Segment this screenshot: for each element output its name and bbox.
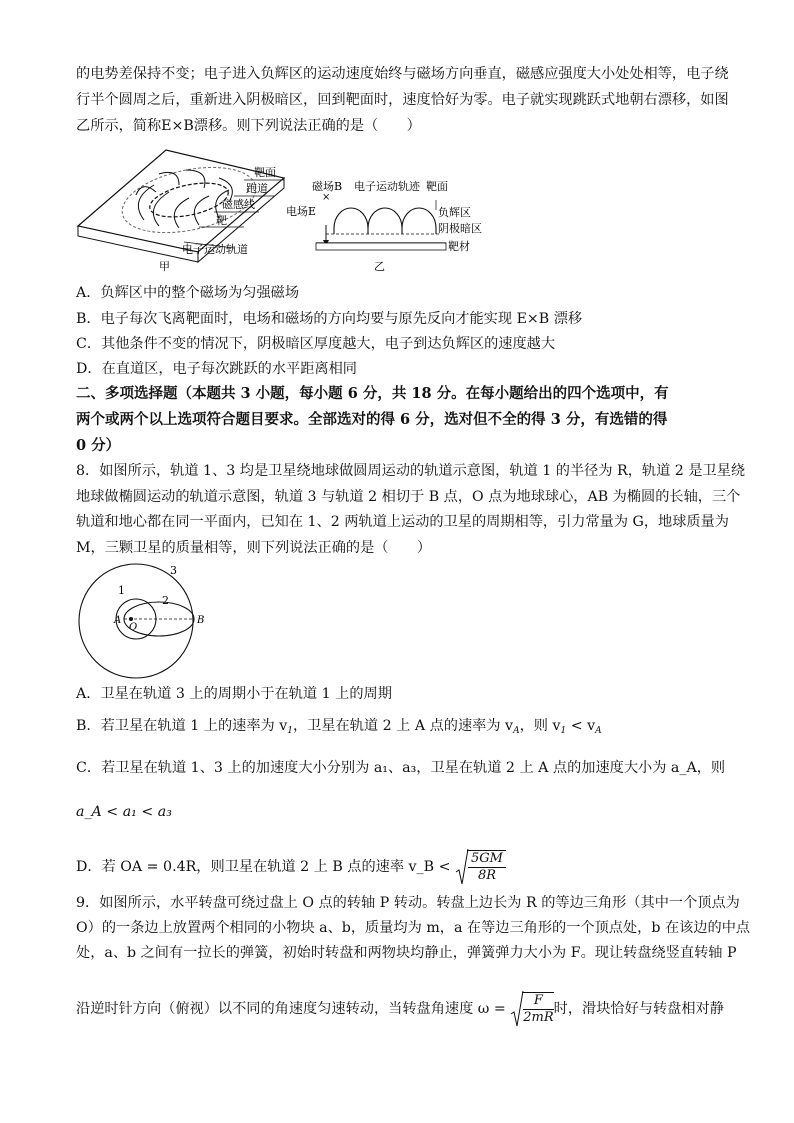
figure-orbits: [74, 562, 214, 680]
section2-heading-1: 二、多项选择题（本题共 3 小题，每小题 6 分，共 18 分。在每小题给出的四个选项中，有: [76, 385, 669, 402]
q7-option-b: B．电子每次飞离靶面时，电场和磁场的方向均要与原先反向才能实现 E×B 漂移: [76, 311, 583, 327]
yi-caption: 乙: [374, 260, 385, 273]
jia-caption: 甲: [159, 260, 170, 273]
intro-line-3: 乙所示，简称E×B漂移。则下列说法正确的是（ ）: [76, 118, 421, 134]
q7-option-c: C．其他条件不变的情况下，阴极暗区厚度越大，电子到达负辉区的速度越大: [76, 336, 556, 352]
q8-option-c-line-1: C．若卫星在轨道 1、3 上的加速度大小分别为 a₁、a₃，卫星在轨道 2 上 A 点的加速度大小为 a_A，则: [76, 760, 726, 776]
q8-line-1: 8．如图所示，轨道 1、3 均是卫星绕地球做圆周运动的轨道示意图，轨道 1 的半径为 R，轨道 2 是卫星绕: [76, 463, 746, 479]
intro-line-1: 的电势差保持不变；电子进入负辉区的运动速度始终与磁场方向垂直，磁感应强度大小处处相等，电子绕: [76, 66, 729, 82]
yi-label-magnetic-field: 磁场B: [312, 180, 343, 193]
q9-line-1: 9．如图所示，水平转盘可绕过盘上 O 点的转轴 P 转动。转盘上边长为 R 的等边三角形（其中一个顶点为: [76, 895, 740, 911]
yi-label-target-surface: 靶面: [426, 180, 448, 193]
yi-label-negative-glow: 负辉区: [438, 206, 471, 219]
q8-line-4: M，三颗卫星的质量相等，则下列说法正确的是（ ）: [76, 540, 432, 556]
yi-label-electron-trajectory: 电子运动轨迹: [354, 180, 420, 193]
q8-line-2: 地球做椭圆运动的轨道示意图，轨道 3 与轨道 2 相切于 B 点，O 点为地球球心，AB 为椭圆的长轴，三个: [76, 489, 741, 505]
jia-label-field-lines: 磁感线: [222, 198, 255, 211]
orbit-label-3: 3: [170, 564, 177, 577]
orbit-label-a: A: [114, 615, 122, 626]
q8-option-c-line-2: a_A < a₁ < a₃: [76, 804, 172, 820]
q8-option-a: A．卫星在轨道 3 上的周期小于在轨道 1 上的周期: [76, 686, 392, 702]
jia-label-track: 跑道: [246, 182, 268, 195]
yi-label-target-material: 靶材: [448, 240, 470, 253]
yi-label-cathode-dark: 阴极暗区: [438, 222, 482, 235]
figure-jia: [74, 140, 294, 275]
orbit-label-1: 1: [118, 584, 125, 597]
sqrt-omega: $\frac{F}{2mR}$: [510, 992, 553, 1026]
figure-yi: [286, 170, 496, 275]
sqrt-expression: $\frac{5GM}{8R}$: [455, 850, 506, 884]
yi-label-electric-field: 电场E: [286, 205, 317, 218]
q8-line-3: 轨道和地心都在同一平面内，已知在 1、2 两轨道上运动的卫星的周期相等，引力常量为 G，地球质量为: [76, 514, 729, 530]
q8-option-d: D．若 OA = 0.4R，则卫星在轨道 2 上 B 点的速率 v_B < $\frac{5GM}{8R}$: [76, 850, 506, 884]
orbit-label-b: B: [197, 615, 205, 626]
orbit-label-o: O: [129, 622, 138, 633]
q9-line-4: 沿逆时针方向（俯视）以不同的角速度匀速转动，当转盘角速度 ω = $\frac{F}{2mR}$ 时，滑块恰好与转盘相对静: [76, 993, 724, 1025]
q7-option-a: A．负辉区中的整个磁场为匀强磁场: [76, 285, 300, 301]
q7-option-d: D．在直道区，电子每次跳跃的水平距离相同: [76, 361, 357, 377]
q9-line-3: 处，a、b 之间有一拉长的弹簧，初始时转盘和两物块均静止，弹簧弹力大小为 F。现让转盘绕竖直转轴 P: [76, 945, 737, 961]
section2-heading-2: 两个或两个以上选项符合题目要求。全部选对的得 6 分，选对但不全的得 3 分，有选错的得: [76, 411, 668, 428]
q8-option-b-text-1: B．若卫星在轨道 1 上的速率为 v: [76, 718, 288, 734]
jia-label-target: 靶: [216, 214, 227, 227]
jia-label-target-surface: 靶面: [254, 166, 276, 179]
svg-text:×: ×: [322, 192, 331, 203]
intro-line-2: 行半个圆周之后，重新进入阴极暗区，回到靶面时，速度恰好为零。电子就实现跳跃式地朝右漂移，如图: [76, 92, 729, 108]
q8-option-b: B．若卫星在轨道 1 上的速率为 $v_1$，卫星在轨道 2 上 A 点的速率为 $v_A$，则 $v_1 < v_A$: [76, 718, 602, 736]
section2-heading-3: 0 分）: [76, 437, 121, 454]
jia-label-electron-orbit: 电子运动轨道: [182, 243, 248, 256]
q9-line-2: O）的一条边上放置两个相同的小物块 a、b，质量均为 m，a 在等边三角形的一个顶点处，b 在该边的中点: [76, 920, 751, 936]
orbit-label-2: 2: [162, 594, 169, 607]
